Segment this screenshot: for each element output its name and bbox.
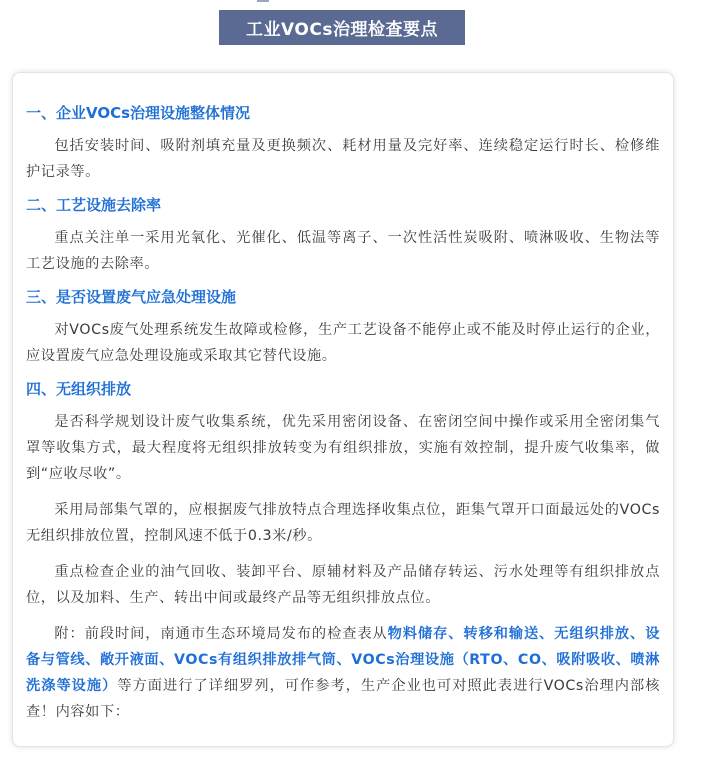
- paragraph: 包括安装时间、吸附剂填充量及更换频次、耗材用量及完好率、连续稳定运行时长、检修维护记录等。: [26, 138, 660, 180]
- section-heading: 三、是否设置废气应急处理设施: [26, 288, 237, 306]
- paragraph: 对VOCs废气处理系统发生故障或检修，生产工艺设备不能停止或不能及时停止运行的企业，应设置废气应急处理设施或采取其它替代设施。: [26, 322, 660, 364]
- top-decoration: [257, 0, 269, 2]
- section-heading: 四、无组织排放: [26, 380, 132, 398]
- note-paragraph: [26, 621, 660, 725]
- paragraph: 重点检查企业的油气回收、装卸平台、原辅材料及产品储存转运、污水处理等有组织排放点位，以及加料、生产、转出中间或最终产品等无组织排放点位。: [26, 564, 660, 606]
- section-heading: 二、工艺设施去除率: [26, 196, 162, 214]
- note-highlight: 物料储存、转移和输送、无组织排放、设备与管线、敞开液面、VOCs有组织排放排气筒、VOCs治理设施（RTO、CO、吸附吸收、喷淋洗涤等设施）: [26, 626, 660, 694]
- article-body: [26, 100, 660, 732]
- paragraph: 重点关注单一采用光氧化、光催化、低温等离子、一次性活性炭吸附、喷淋吸收、生物法等工艺设施的去除率。: [26, 230, 660, 272]
- note-prefix: 附：前段时间，南通市生态环境局发布的检查表从: [54, 626, 388, 642]
- note-suffix: 等方面进行了详细罗列，可作参考，生产企业也可对照此表进行VOCs治理内部核查！内容如下：: [26, 678, 660, 720]
- paragraph: 是否科学规划设计废气收集系统，优先采用密闭设备、在密闭空间中操作或采用全密闭集气罩等收集方式，最大程度将无组织排放转变为有组织排放，实施有效控制，提升废气收集率，做到“应收尽收”。: [26, 414, 660, 482]
- page-title: 工业VOCs治理检查要点: [219, 10, 465, 45]
- section-heading: 一、企业VOCs治理设施整体情况: [26, 104, 251, 122]
- paragraph: 采用局部集气罩的，应根据废气排放特点合理选择收集点位，距集气罩开口面最远处的VOCs无组织排放位置，控制风速不低于0.3米/秒。: [26, 502, 660, 544]
